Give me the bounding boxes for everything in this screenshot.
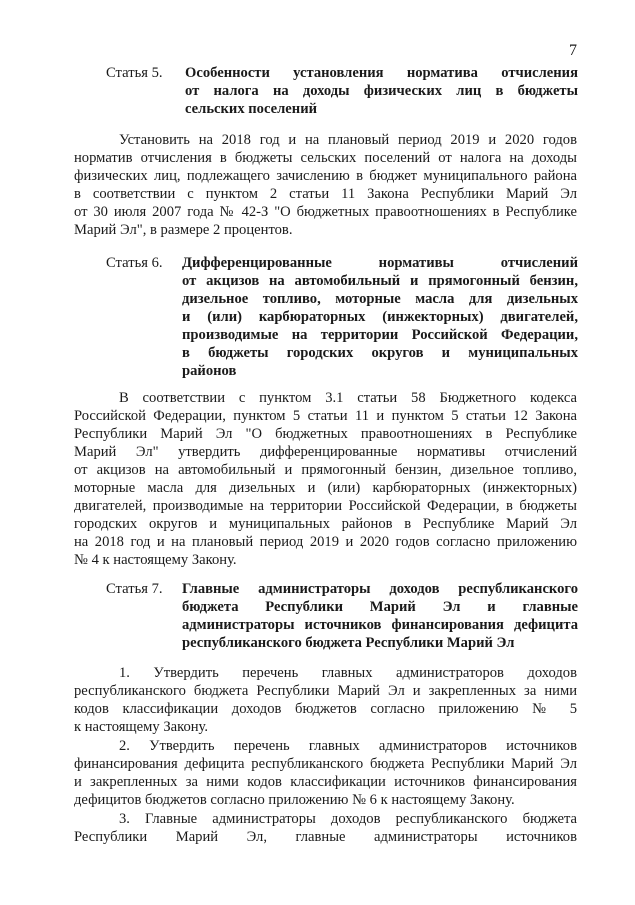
article-5-title bbox=[185, 64, 578, 118]
article-6-heading bbox=[106, 254, 578, 382]
article-5-title-line: сельских поселений bbox=[185, 101, 318, 117]
article-5-label: Статья 5. bbox=[106, 65, 163, 81]
article-7-title-line: республиканского бюджета Республики Марий Эл bbox=[182, 635, 515, 651]
paragraph-line: Республики Марий Эл "О бюджетных правоотношениях в Республике bbox=[74, 426, 577, 442]
paragraph-line: 1. Утвердить перечень главных администраторов доходов bbox=[119, 665, 577, 681]
paragraph-line: и закрепленных за ними кодов классификации источников финансирования bbox=[74, 774, 577, 790]
article-7-title-line: бюджета Республики Марий Эл и главные bbox=[182, 599, 578, 615]
paragraph-line: республиканского бюджета Республики Марий Эл и закрепленных за ними bbox=[74, 683, 577, 699]
paragraph-line: норматив отчисления в бюджеты сельских поселений от налога на доходы bbox=[74, 150, 577, 166]
paragraph-line: Марий Эл" утвердить дифференцированные нормативы отчислений bbox=[74, 444, 577, 460]
article-6-title-line: в бюджеты городских округов и муниципальных bbox=[182, 345, 578, 361]
paragraph-line: кодов классификации доходов бюджетов согласно приложению № 5 bbox=[74, 701, 577, 717]
paragraph-line: моторные масла для дизельных и (или) карбюраторных (инжекторных) bbox=[74, 480, 577, 496]
article-5-heading bbox=[106, 64, 578, 120]
article-7-label: Статья 7. bbox=[106, 581, 163, 597]
paragraph-line: от 30 июля 2007 года № 42-З "О бюджетных правоотношениях в Республике bbox=[74, 204, 577, 220]
paragraph-line: финансирования дефицита республиканского бюджета Республики Марий Эл bbox=[74, 756, 577, 772]
article-6-title bbox=[182, 254, 578, 380]
paragraph-line: физических лиц, подлежащего зачислению в бюджет муниципального района bbox=[74, 168, 577, 184]
article-6-title-line: дизельное топливо, моторные масла для дизельных bbox=[182, 291, 578, 307]
paragraph-line: от акцизов на автомобильный и прямогонный бензин, дизельное топливо, bbox=[74, 462, 577, 478]
paragraph-line: Марий Эл", в размере 2 процентов. bbox=[74, 222, 293, 238]
article-7-title bbox=[182, 580, 578, 652]
article-7-item-1 bbox=[74, 664, 577, 736]
paragraph-line: в соответствии с пунктом 2 статьи 11 Закона Республики Марий Эл bbox=[74, 186, 577, 202]
paragraph-line: Установить на 2018 год и на плановый период 2019 и 2020 годов bbox=[119, 132, 577, 148]
article-6-title-line: производимые на территории Российской Федерации, bbox=[182, 327, 578, 343]
paragraph-line: двигателей, производимые на территории Российской Федерации, в бюджеты bbox=[74, 498, 577, 514]
article-7-item-3 bbox=[74, 810, 577, 846]
article-5-title-line: Особенности установления норматива отчисления bbox=[185, 65, 578, 81]
article-7-heading bbox=[106, 580, 578, 652]
article-5-title-line: от налога на доходы физических лиц в бюджеты bbox=[185, 83, 578, 99]
paragraph-line: Республики Марий Эл, главные администраторы источников bbox=[74, 829, 577, 845]
paragraph-line: на 2018 год и на плановый период 2019 и 2020 годов согласно приложению bbox=[74, 534, 577, 550]
article-6-paragraph bbox=[74, 389, 577, 569]
article-6-label: Статья 6. bbox=[106, 255, 163, 271]
article-6-title-line: и (или) карбюраторных (инжекторных) двигателей, bbox=[182, 309, 578, 325]
page-number: 7 bbox=[569, 42, 577, 59]
paragraph-line: 2. Утвердить перечень главных администраторов источников bbox=[119, 738, 577, 754]
article-7-title-line: Главные администраторы доходов республиканского bbox=[182, 581, 578, 597]
paragraph-line: 3. Главные администраторы доходов республиканского бюджета bbox=[119, 811, 577, 827]
article-6-title-line: Дифференцированные нормативы отчислений bbox=[182, 255, 578, 271]
paragraph-line: Российской Федерации, пунктом 5 статьи 11 и пунктом 5 статьи 12 Закона bbox=[74, 408, 577, 424]
article-7-item-2 bbox=[74, 737, 577, 809]
article-5-paragraph bbox=[74, 131, 577, 239]
paragraph-line: дефицитов бюджетов согласно приложению № 6 к настоящему Закону. bbox=[74, 792, 515, 808]
paragraph-line: к настоящему Закону. bbox=[74, 719, 209, 735]
paragraph-line: городских округов и муниципальных районов в Республике Марий Эл bbox=[74, 516, 577, 532]
article-6-title-line: районов bbox=[182, 363, 237, 379]
article-6-title-line: от акцизов на автомобильный и прямогонный бензин, bbox=[182, 273, 578, 289]
paragraph-line: В соответствии с пунктом 3.1 статьи 58 Бюджетного кодекса bbox=[119, 390, 577, 406]
paragraph-line: № 4 к настоящему Закону. bbox=[74, 552, 237, 568]
article-7-title-line: администраторы источников финансирования дефицита bbox=[182, 617, 578, 633]
